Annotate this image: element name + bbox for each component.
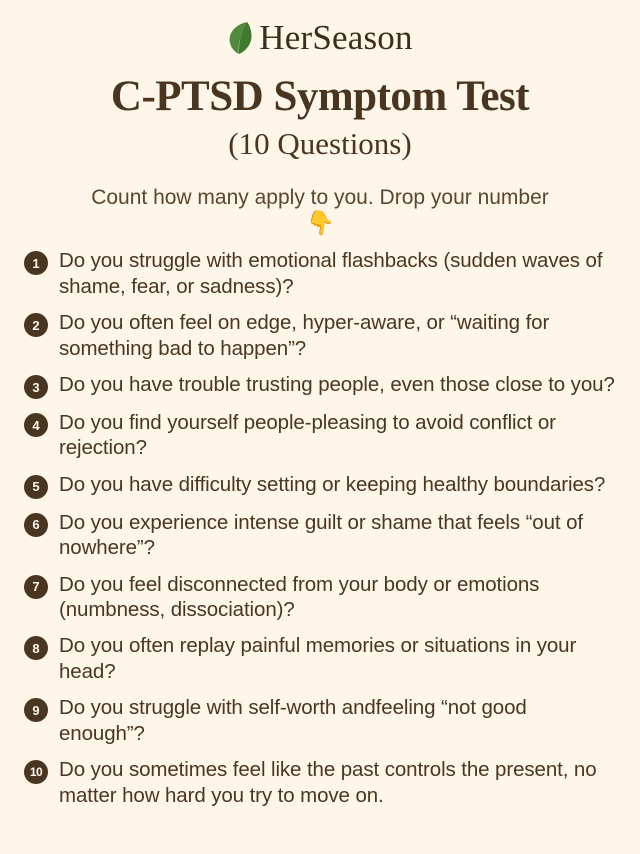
page-subtitle: (10 Questions): [228, 126, 412, 162]
list-item: [24, 410, 616, 461]
question-number-badge: 6: [24, 513, 48, 537]
instruction-text: Count how many apply to you. Drop your number: [91, 186, 549, 210]
question-text: Do you have difficulty setting or keeping healthy boundaries?: [59, 472, 606, 496]
brand-name: HerSeason: [259, 18, 413, 57]
question-text: Do you have trouble trusting people, even those close to you?: [59, 373, 615, 397]
question-number-badge: 2: [24, 313, 48, 337]
list-item: [24, 372, 616, 399]
question-text: Do you find yourself people-pleasing to avoid conflict or rejection?: [59, 411, 556, 460]
list-item: [24, 310, 616, 361]
question-number-badge: 10: [24, 760, 48, 784]
question-text: Do you feel disconnected from your body or emotions (numbness, dissociation)?: [59, 572, 540, 622]
question-number-badge: 7: [24, 575, 48, 599]
pointing-down-hand-icon: 👇: [304, 208, 337, 239]
question-number-badge: 1: [24, 251, 48, 275]
list-item: [24, 757, 616, 808]
list-item: [24, 572, 616, 623]
question-text: Do you sometimes feel like the past controls the present, no matter how hard you try to move on.: [59, 758, 597, 807]
leaf-icon: [227, 21, 253, 55]
list-item: [24, 510, 616, 561]
question-number-badge: 5: [24, 475, 48, 499]
pointer-row: [24, 208, 616, 242]
list-item: [24, 472, 616, 499]
question-text: Do you struggle with emotional flashbacks (sudden waves of shame, fear, or sadness)?: [59, 249, 603, 298]
question-text: Do you experience intense guilt or shame that feels “out of nowhere”?: [59, 510, 583, 560]
page-title: C-PTSD Symptom Test: [110, 73, 530, 120]
question-number-badge: 8: [24, 636, 48, 660]
question-list: [24, 248, 616, 808]
brand-header: [24, 14, 616, 62]
list-item: [24, 633, 616, 684]
list-item: [24, 695, 616, 746]
question-text: Do you often replay painful memories or situations in your head?: [59, 634, 577, 683]
question-number-badge: 3: [24, 375, 48, 399]
question-text: Do you struggle with self-worth andfeeling “not good enough”?: [59, 696, 527, 745]
question-number-badge: 9: [24, 698, 48, 722]
question-number-badge: 4: [24, 413, 48, 437]
list-item: [24, 248, 616, 299]
question-text: Do you often feel on edge, hyper-aware, or “waiting for something bad to happen”?: [59, 311, 550, 360]
